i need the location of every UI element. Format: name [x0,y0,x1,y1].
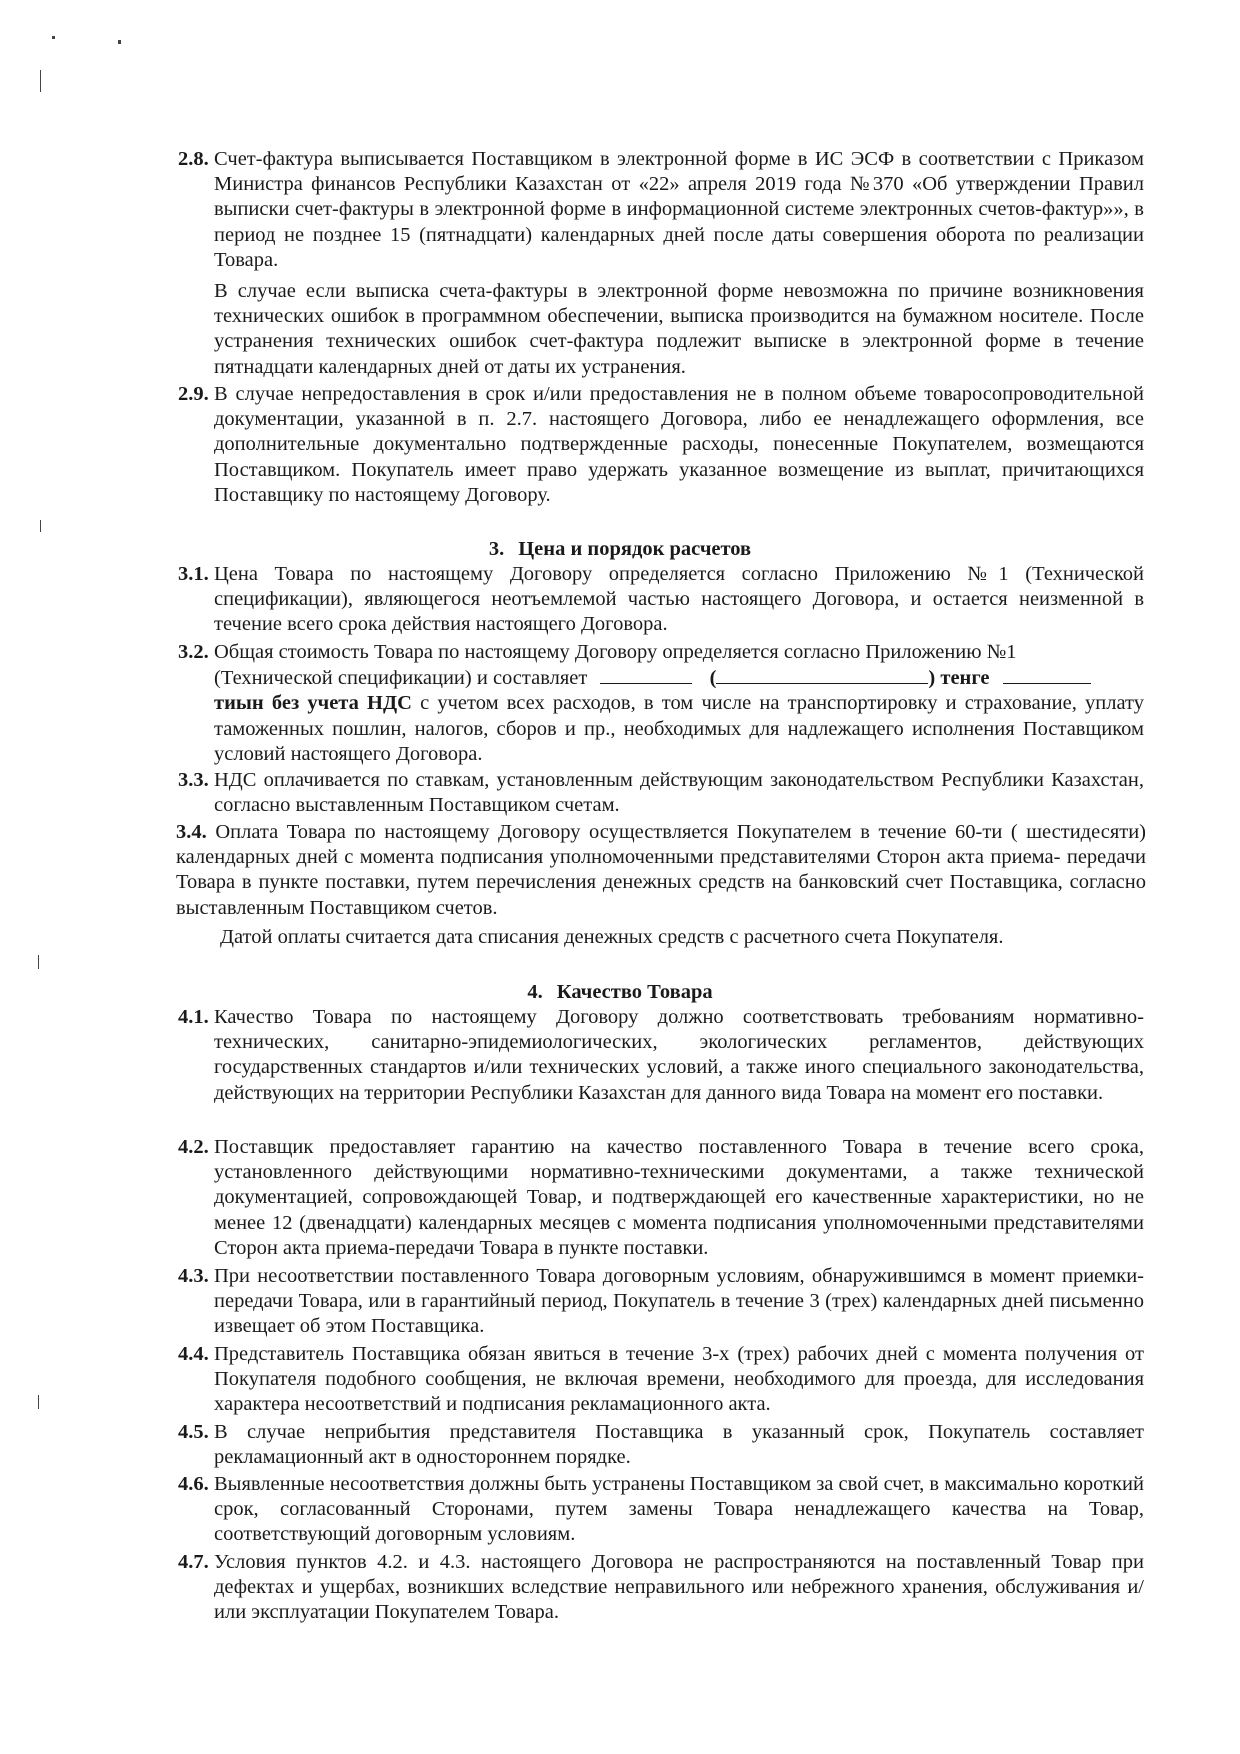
clause-paragraph: При несоответствии поставленного Товара договорным условиям, обнаружившимся в момент приемки-передачи Товара, или в гарантийный период, Покупатель в течение 3 (трех) календарных дней письменно извещает об этом Поставщика. [214,1265,1144,1338]
clause-number: 4.1. [178,1006,209,1028]
clause-4-7 [178,1550,1144,1626]
clause-number: 2.9. [178,383,209,405]
clause-paragraph: Поставщик предоставляет гарантию на качество поставленного Товара в течение всего срока, установленного действующими нормативно-техническими документами, а также технической документацией, сопровождающей Товар, и подтверждающей его качественные характеристики, но не менее 12 (двенадцати) календарных месяцев с момента подписания уполномоченными представителями Сторон акта приема-передачи Товара в пункте поставки. [214,1136,1144,1259]
scan-dot [38,1395,39,1409]
tiyn-blank [1003,665,1091,684]
clause-4-1 [178,1005,1144,1106]
clause-paragraph: В случае если выписка счета-фактуры в электронной форме невозможна по причине возникновения технических ошибок в программном обеспечении, выписка производится на бумажном носителе. После устранения технических ошибок счет-фактура подлежит выписке в электронной форме в течение пятнадцати календарных дней от даты их устранения. [214,280,1144,378]
clause-paragraph: Счет-фактура выписывается Поставщиком в электронной форме в ИС ЭСФ в соответствии с Приказом Министра финансов Республики Казахстан от «22» апреля 2019 года №370 «Об утверждении Правил выписки счет-фактуры в электронной форме в информационной системе электронных счетов-фактур»», в период не позднее 15 (пятнадцати) календарных дней после даты совершения оборота по реализации Товара. [214,148,1144,271]
section-number: 4. [527,981,543,1003]
amount-words-blank [716,665,928,684]
clause-paragraph: Цена Товара по настоящему Договору определяется согласно Приложению №1 (Технической спецификации), являющегося неотъемлемой частью настоящего Договора, и остается неизменной в течение всего срока действия настоящего Договора. [214,563,1144,636]
clause-4-3 [178,1264,1144,1340]
tenge-label: ) тенге [928,667,990,690]
clause-paragraph: Качество Товара по настоящему Договору должно соответствовать требованиям нормативно-технических, санитарно-эпидемиологических, экологических регламентов, действующих государственных стандартов и/или технических условий, а также иного специального законодательства, действующих на территории Республики Казахстан для данного вида Товара на момент его поставки. [214,1006,1144,1104]
section-3-heading [0,537,1240,562]
section-number: 3. [488,538,505,560]
clause-4-6 [178,1472,1144,1548]
clause-3-2 [178,640,1144,767]
scan-dot [40,70,41,92]
tiyn-no-vat: тиын без учета НДС [214,692,412,715]
clause-3-4-text: Оплата Товара по настоящему Договору осуществляется Покупателем в течение 60-ти ( шестидесяти) календарных дней с момента подписания уполномоченными представителями Сторон акта приема- передачи Товара в пункте поставки, путем перечисления денежных средств на банковский счет Поставщика, согласно выставленным Поставщиком счетов. [176,821,1147,919]
clause-number: 4.6. [178,1473,209,1495]
amount-blank [600,665,692,684]
scan-dot [40,520,41,532]
clause-3-2-line2 [214,665,1144,691]
clause-number: 4.4. [178,1343,209,1365]
payment-date-line: Датой оплаты считается дата списания денежных средств с расчетного счета Покупателя. [220,926,1004,948]
clause-paragraph: В случае непредоставления в срок и/или предоставления не в полном объеме товаросопроводительной документации, указанной в п. 2.7. настоящего Договора, либо ее ненадлежащего оформления, все дополнительные документально подтвержденные расходы, понесенные Покупателем, возмещаются Поставщиком. Покупатель имеет право удержать указанное возмещение из выплат, причитающихся Поставщику по настоящему Договору. [214,383,1144,506]
clause-3-2-line1: Общая стоимость Товара по настоящему Договору определяется согласно Приложению №1 [214,641,1017,663]
clause-number: 3.4. [176,821,207,843]
clause-number: 3.3. [178,769,209,791]
section-title: Цена и порядок расчетов [518,538,752,560]
clause-2-8 [178,147,1144,380]
clause-number: 3.1. [178,563,209,585]
clause-number: 3.2. [178,641,209,663]
clause-4-5 [178,1420,1144,1470]
clause-number: 2.8. [178,148,209,170]
clause-3-2-rest-text: с учетом всех расходов, в том числе на транспортировку и страхование, уплату таможенных пошлин, налогов, сборов и пр., необходимых для надлежащего исполнения Поставщиком условий настоящего Договора. [214,692,1144,765]
clause-2-9 [178,382,1144,508]
clause-paragraph: Выявленные несоответствия должны быть устранены Поставщиком за свой счет, в максимально короткий срок, согласованный Сторонами, путем замены Товара ненадлежащего качества на Товар, соответствующий договорным условиям. [214,1473,1144,1546]
clause-number: 4.2. [178,1136,209,1158]
clause-3-1 [178,562,1144,638]
clause-3-2-rest [214,691,1144,767]
scan-dot [38,955,39,969]
clause-3-4 [176,820,1146,921]
clause-paragraph: В случае неприбытия представителя Поставщика в указанный срок, Покупатель составляет рекламационный акт в одностороннем порядке. [214,1421,1144,1469]
clause-4-4 [178,1342,1144,1418]
section-title: Качество Товара [556,981,713,1003]
clause-number: 4.5. [178,1421,209,1443]
section-4-heading [0,980,1240,1005]
clause-3-2-amount-intro: (Технической спецификации) и составляет [214,667,588,690]
clause-paragraph: Представитель Поставщика обязан явиться в течение 3-х (трех) рабочих дней с момента получения от Покупателя подобного сообщения, не включая времени, необходимого для проезда, для исследования характера несоответствий и подписания рекламационного акта. [214,1343,1144,1416]
clause-4-2 [178,1135,1144,1261]
clause-number: 4.7. [178,1551,209,1573]
clause-number: 4.3. [178,1265,209,1287]
clause-3-3 [178,768,1144,818]
clause-paragraph: Условия пунктов 4.2. и 4.3. настоящего Договора не распространяются на поставленный Товар при дефектах и ущербах, возникших вследствие неправильного или небрежного хранения, обслуживания и/или эксплуатации Покупателем Товара. [214,1551,1144,1624]
open-paren: ( [709,667,717,690]
scan-dot [118,40,121,44]
clause-paragraph: НДС оплачивается по ставкам, установленным действующим законодательством Республики Казахстан, согласно выставленным Поставщиком счетам. [214,769,1144,817]
scan-dot [52,36,55,39]
